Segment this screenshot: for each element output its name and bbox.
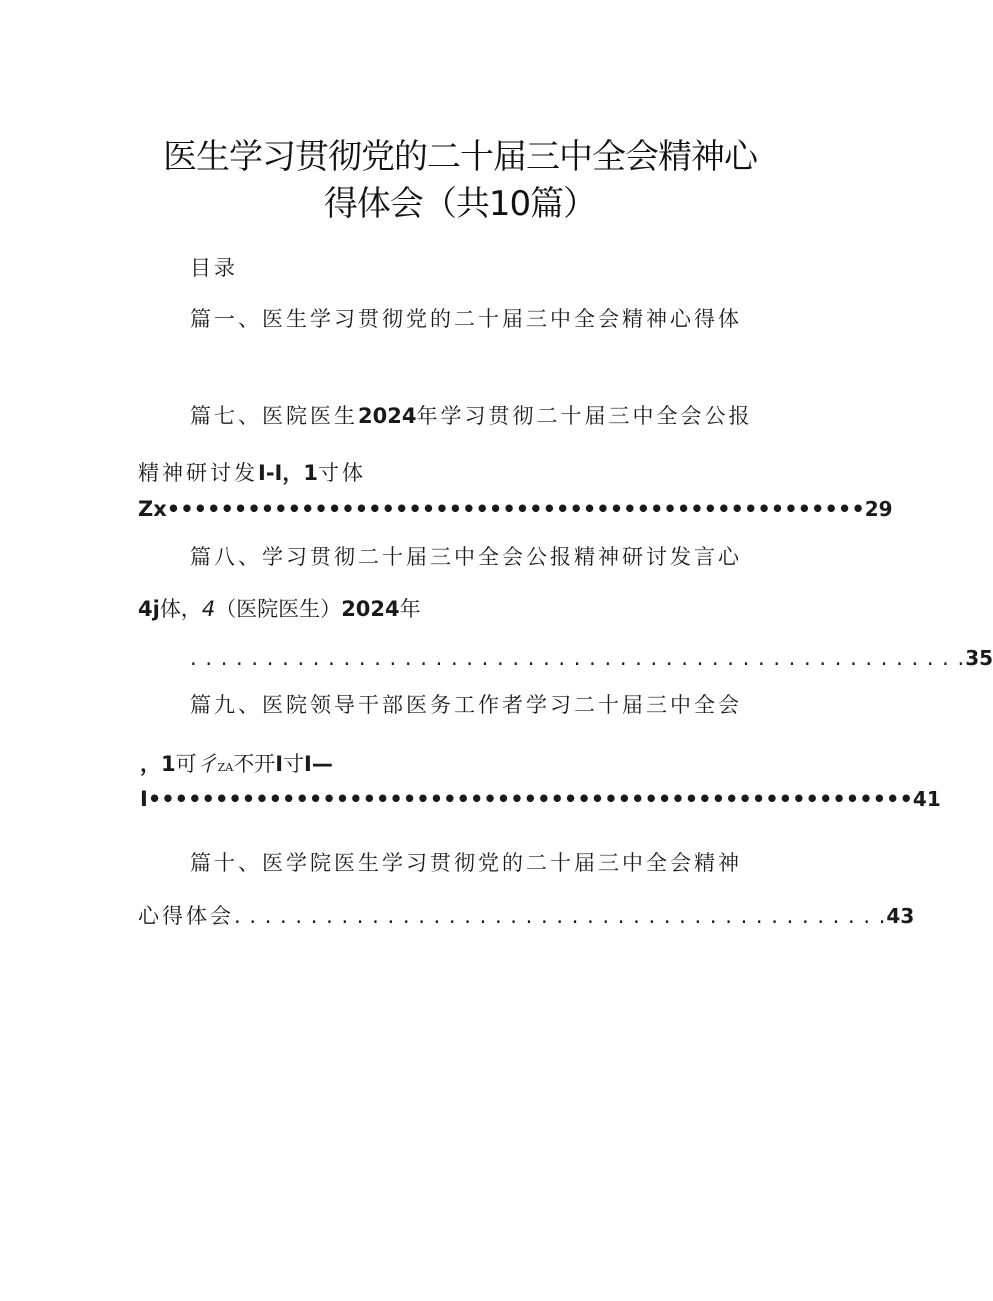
- toc-entry-8-leader: . . . . . . . . . . . . . . . . . . . . . . . . . . . . . . . . . . . . . . . . . . . . . . . . . . .: [190, 646, 966, 670]
- toc-entry-7-text-a: 篇七、医院医生: [190, 404, 358, 428]
- toc-entry-10-line-1: 篇十、医学院医生学习贯彻党的二十届三中全会精神: [190, 851, 742, 875]
- toc-entry-9-text-a: ，1: [140, 752, 176, 776]
- toc-entry-9-text-e: 不开: [233, 752, 276, 776]
- toc-entry-7-year: 2024: [358, 404, 417, 428]
- toc-entry-10-leader: . . . . . . . . . . . . . . . . . . . . . . . . . . . . . . . . . . . . . . . . . . .: [234, 904, 887, 928]
- toc-entry-8-text-a: 4j: [138, 597, 160, 621]
- toc-entry-7-text-e: 寸体: [317, 461, 366, 485]
- toc-entry-7-leader: ••••••••••••••••••••••••••••••••••••••••••••••••••••: [166, 497, 865, 521]
- toc-entry-9-text-h: I—: [304, 752, 333, 776]
- toc-entry-8-text-b: 体，: [159, 597, 202, 621]
- toc-entry-7-prefix: Zx: [138, 497, 167, 521]
- toc-entry-9-prefix: I: [140, 787, 148, 811]
- toc-entry-8-page-number[interactable]: 35: [965, 646, 993, 670]
- toc-entry-7-line-2: [138, 463, 366, 484]
- toc-entry-8-line-3: [190, 648, 993, 669]
- toc-heading: 目录: [190, 256, 238, 280]
- toc-entry-7-text-d: 精神研讨发: [138, 461, 258, 485]
- toc-entry-8-year: 2024: [341, 597, 400, 621]
- toc-entry-10-page-number[interactable]: 43: [886, 904, 915, 928]
- toc-entry-9-text-f: I: [275, 752, 284, 776]
- toc-entry-9-text-g: 寸: [283, 752, 305, 776]
- toc-entry-8-text-c: 4: [201, 597, 216, 621]
- toc-entry-9-text-d: ZA: [217, 761, 234, 774]
- toc-entry-8-text-f: 年: [399, 597, 421, 621]
- toc-entry-7-line-1: [190, 406, 752, 427]
- toc-entry-1-line-1: 篇一、医生学习贯彻党的二十届三中全会精神心得体: [190, 307, 742, 331]
- toc-entry-9-text-b: 可: [175, 752, 197, 776]
- toc-entry-9-text-c: 彳: [196, 752, 218, 776]
- toc-entry-7-garbled: I-I，1: [258, 461, 318, 485]
- toc-entry-9-line-2: [140, 754, 333, 775]
- toc-entry-7-line-3: [138, 499, 893, 520]
- toc-entry-9-page-number[interactable]: 41: [912, 787, 941, 811]
- toc-entry-8-line-1: 篇八、学习贯彻二十届三中全会公报精神研讨发言心: [190, 545, 742, 569]
- toc-entry-9-leader: •••••••••••••••••••••••••••••••••••••••••••••••••••••••••: [147, 787, 913, 811]
- document-title-line-2: 得体会（共10篇）: [323, 184, 597, 224]
- toc-entry-9-line-1: 篇九、医院领导干部医务工作者学习二十届三中全会: [190, 693, 742, 717]
- toc-entry-7-text-c: 年学习贯彻二十届三中全会公报: [416, 404, 753, 428]
- toc-entry-8-line-2: [138, 599, 421, 620]
- toc-entry-10-text-a: 心得体会: [138, 904, 234, 928]
- toc-entry-7-page-number[interactable]: 29: [864, 497, 893, 521]
- toc-entry-9-line-3: [140, 789, 941, 810]
- toc-entry-8-text-d: （医院医生）: [215, 597, 342, 621]
- document-title-line-1: 医生学习贯彻党的二十届三中全会精神心: [163, 137, 757, 177]
- toc-entry-10-line-2: [138, 906, 914, 927]
